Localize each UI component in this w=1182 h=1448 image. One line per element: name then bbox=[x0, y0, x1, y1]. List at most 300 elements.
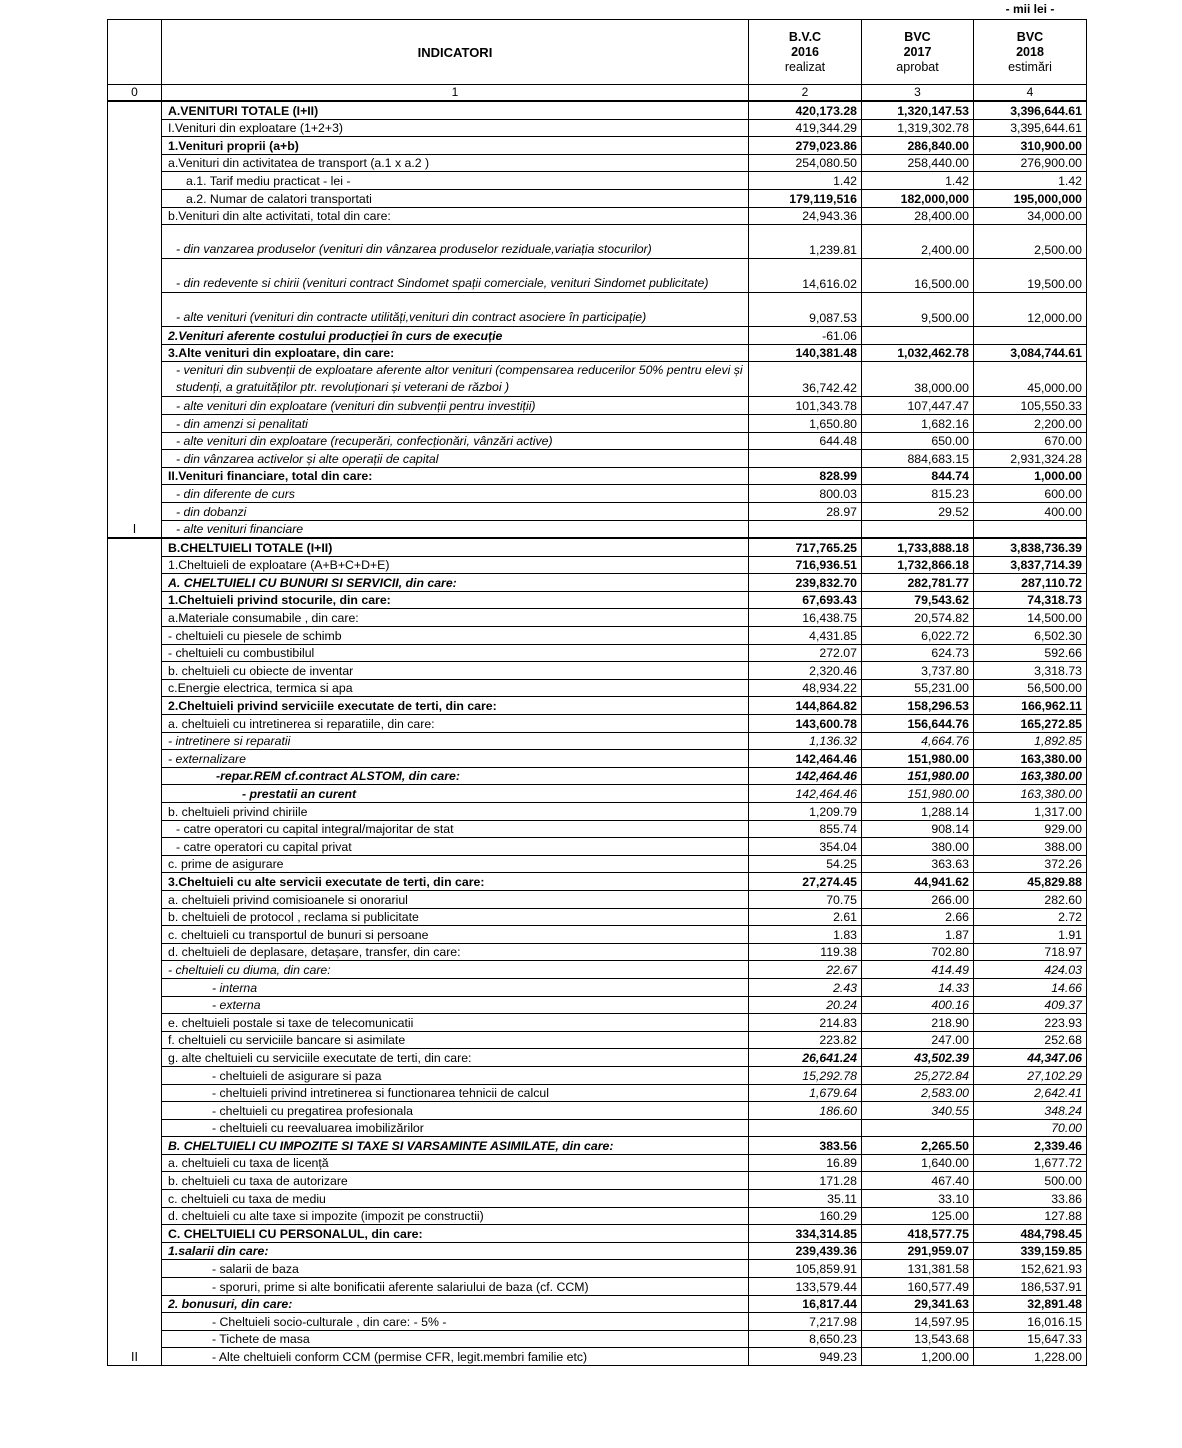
value-2018: 282.60 bbox=[974, 890, 1087, 908]
value-2017: 363.63 bbox=[862, 855, 974, 873]
table-row bbox=[108, 873, 1087, 891]
value-2018: 276,900.00 bbox=[974, 154, 1087, 172]
value-2018: 105,550.33 bbox=[974, 397, 1087, 415]
table-row bbox=[108, 803, 1087, 821]
indicator-label: - cheltuieli de asigurare si paza bbox=[162, 1066, 749, 1084]
header-row bbox=[108, 20, 1087, 85]
indicator-label: a. cheltuieli privind comisioanele si onorariul bbox=[162, 890, 749, 908]
value-2017: 55,231.00 bbox=[862, 679, 974, 697]
value-2016: 2.43 bbox=[749, 978, 862, 996]
indicator-label: 3.Cheltuieli cu alte servicii executate de terti, din care: bbox=[162, 873, 749, 891]
value-2017: 16,500.00 bbox=[862, 259, 974, 293]
value-2016: 279,023.86 bbox=[749, 137, 862, 155]
table-row bbox=[108, 485, 1087, 503]
value-2018: 56,500.00 bbox=[974, 679, 1087, 697]
value-2017: 125.00 bbox=[862, 1207, 974, 1225]
value-2016: 35.11 bbox=[749, 1190, 862, 1208]
table-row bbox=[108, 1031, 1087, 1049]
value-2017: 1.87 bbox=[862, 926, 974, 944]
value-2016: 186.60 bbox=[749, 1102, 862, 1120]
indicator-label: A.VENITURI TOTALE (I+II) bbox=[162, 101, 749, 119]
index-2: 2 bbox=[749, 85, 862, 102]
table-row bbox=[108, 225, 1087, 259]
value-2018: 6,502.30 bbox=[974, 627, 1087, 645]
value-2018: 14,500.00 bbox=[974, 609, 1087, 627]
indicator-label: - sporuri, prime si alte bonificatii aferente salariului de baza (cf. CCM) bbox=[162, 1278, 749, 1296]
indicator-label: - Cheltuieli socio-culturale , din care: - 5% - bbox=[162, 1313, 749, 1331]
value-2017: 151,980.00 bbox=[862, 785, 974, 803]
table-row bbox=[108, 1154, 1087, 1172]
table-row bbox=[108, 890, 1087, 908]
value-2018: 3,837,714.39 bbox=[974, 556, 1087, 574]
value-2017: 400.16 bbox=[862, 996, 974, 1014]
table-row bbox=[108, 838, 1087, 856]
header-2018: BVC 2018 estimări bbox=[974, 20, 1087, 85]
value-2017: 156,644.76 bbox=[862, 715, 974, 733]
value-2017: 107,447.47 bbox=[862, 397, 974, 415]
value-2018: 127.88 bbox=[974, 1207, 1087, 1225]
unit-label: - mii lei - bbox=[1005, 2, 1055, 16]
indicator-label: - Tichete de masa bbox=[162, 1330, 749, 1348]
index-4: 4 bbox=[974, 85, 1087, 102]
value-2016: 1.42 bbox=[749, 172, 862, 190]
value-2017: 131,381.58 bbox=[862, 1260, 974, 1278]
indicator-label: - catre operatori cu capital integral/majoritar de stat bbox=[162, 820, 749, 838]
header-2017: BVC 2017 aprobat bbox=[862, 20, 974, 85]
value-2018: 600.00 bbox=[974, 485, 1087, 503]
value-2016: 67,693.43 bbox=[749, 591, 862, 609]
indicator-label: b. cheltuieli cu taxa de autorizare bbox=[162, 1172, 749, 1190]
indicator-label: - din redevente si chirii (venituri contract Sindomet spații comerciale, venituri Sindomet publicitate) bbox=[162, 259, 749, 293]
value-2018 bbox=[974, 327, 1087, 345]
indicator-label: -repar.REM cf.contract ALSTOM, din care: bbox=[162, 767, 749, 785]
value-2016: 143,600.78 bbox=[749, 715, 862, 733]
value-2018: 165,272.85 bbox=[974, 715, 1087, 733]
indicator-label: - cheltuieli cu piesele de schimb bbox=[162, 627, 749, 645]
value-2018: 195,000,000 bbox=[974, 189, 1087, 207]
indicator-label: C. CHELTUIELI CU PERSONALUL, din care: bbox=[162, 1225, 749, 1243]
indicator-label: g. alte cheltuieli cu serviciile executate de terti, din care: bbox=[162, 1049, 749, 1067]
value-2018: 3,395,644.61 bbox=[974, 119, 1087, 137]
value-2016: 9,087.53 bbox=[749, 293, 862, 327]
value-2016: 16,817.44 bbox=[749, 1295, 862, 1313]
indicator-label: - alte venituri din exploatare (recuperări, confecționări, vânzări active) bbox=[162, 432, 749, 450]
value-2017: 29,341.63 bbox=[862, 1295, 974, 1313]
value-2018: 44,347.06 bbox=[974, 1049, 1087, 1067]
indicator-label: b. cheltuieli de protocol , reclama si publicitate bbox=[162, 908, 749, 926]
value-2016: 419,344.29 bbox=[749, 119, 862, 137]
indicator-label: - alte venituri financiare bbox=[162, 520, 749, 538]
value-2016 bbox=[749, 450, 862, 468]
indicator-label: - cheltuieli cu pregatirea profesionala bbox=[162, 1102, 749, 1120]
table-row bbox=[108, 538, 1087, 556]
value-2016: 272.07 bbox=[749, 644, 862, 662]
value-2017: 44,941.62 bbox=[862, 873, 974, 891]
value-2018: 70.00 bbox=[974, 1119, 1087, 1137]
value-2016: 119.38 bbox=[749, 943, 862, 961]
table-row bbox=[108, 591, 1087, 609]
value-2018: 592.66 bbox=[974, 644, 1087, 662]
value-2018: 163,380.00 bbox=[974, 785, 1087, 803]
value-2018: 409.37 bbox=[974, 996, 1087, 1014]
value-2017: 38,000.00 bbox=[862, 362, 974, 397]
value-2016: 142,464.46 bbox=[749, 785, 862, 803]
table-row bbox=[108, 119, 1087, 137]
value-2016: 644.48 bbox=[749, 432, 862, 450]
value-2018: 3,084,744.61 bbox=[974, 344, 1087, 362]
indicator-label: a.2. Numar de calatori transportati bbox=[162, 189, 749, 207]
value-2017: 79,543.62 bbox=[862, 591, 974, 609]
value-2018: 287,110.72 bbox=[974, 574, 1087, 592]
table-row bbox=[108, 293, 1087, 327]
value-2018: 12,000.00 bbox=[974, 293, 1087, 327]
value-2017: 1,032,462.78 bbox=[862, 344, 974, 362]
value-2018: 2.72 bbox=[974, 908, 1087, 926]
indicator-label: b. cheltuieli cu obiecte de inventar bbox=[162, 662, 749, 680]
value-2017: 1,288.14 bbox=[862, 803, 974, 821]
table-row bbox=[108, 344, 1087, 362]
value-2017: 467.40 bbox=[862, 1172, 974, 1190]
table-row bbox=[108, 943, 1087, 961]
section-label: I bbox=[108, 101, 162, 538]
value-2018: 718.97 bbox=[974, 943, 1087, 961]
value-2018: 2,642.41 bbox=[974, 1084, 1087, 1102]
value-2016: 26,641.24 bbox=[749, 1049, 862, 1067]
table-row bbox=[108, 1172, 1087, 1190]
table-row bbox=[108, 715, 1087, 733]
column-index-row bbox=[108, 85, 1087, 102]
value-2018: 1.91 bbox=[974, 926, 1087, 944]
table-row bbox=[108, 1014, 1087, 1032]
value-2017: 3,737.80 bbox=[862, 662, 974, 680]
table-row bbox=[108, 1225, 1087, 1243]
value-2018: 929.00 bbox=[974, 820, 1087, 838]
index-1: 1 bbox=[162, 85, 749, 102]
value-2018: 372.26 bbox=[974, 855, 1087, 873]
value-2018: 3,318.73 bbox=[974, 662, 1087, 680]
value-2017: 282,781.77 bbox=[862, 574, 974, 592]
value-2016: 1.83 bbox=[749, 926, 862, 944]
section-label: II bbox=[108, 538, 162, 1365]
table-row bbox=[108, 1348, 1087, 1366]
table-row bbox=[108, 908, 1087, 926]
value-2016: 855.74 bbox=[749, 820, 862, 838]
value-2017: 247.00 bbox=[862, 1031, 974, 1049]
value-2018: 3,396,644.61 bbox=[974, 101, 1087, 119]
table-row bbox=[108, 679, 1087, 697]
value-2018: 2,500.00 bbox=[974, 225, 1087, 259]
value-2017 bbox=[862, 1119, 974, 1137]
value-2017: 9,500.00 bbox=[862, 293, 974, 327]
value-2016: 140,381.48 bbox=[749, 344, 862, 362]
value-2017: 815.23 bbox=[862, 485, 974, 503]
table-row bbox=[108, 1313, 1087, 1331]
value-2017: 4,664.76 bbox=[862, 732, 974, 750]
value-2016: 828.99 bbox=[749, 467, 862, 485]
indicator-label: 2. bonusuri, din care: bbox=[162, 1295, 749, 1313]
value-2016: 1,679.64 bbox=[749, 1084, 862, 1102]
value-2016: 1,239.81 bbox=[749, 225, 862, 259]
value-2016: 36,742.42 bbox=[749, 362, 862, 397]
indicator-label: II.Venituri financiare, total din care: bbox=[162, 467, 749, 485]
value-2016: 105,859.91 bbox=[749, 1260, 862, 1278]
value-2016: 27,274.45 bbox=[749, 873, 862, 891]
value-2017: 908.14 bbox=[862, 820, 974, 838]
header-2016: B.V.C 2016 realizat bbox=[749, 20, 862, 85]
value-2018: 74,318.73 bbox=[974, 591, 1087, 609]
indicator-label: - externa bbox=[162, 996, 749, 1014]
table-row bbox=[108, 189, 1087, 207]
value-2017: 160,577.49 bbox=[862, 1278, 974, 1296]
value-2018: 27,102.29 bbox=[974, 1066, 1087, 1084]
value-2016: 14,616.02 bbox=[749, 259, 862, 293]
value-2017: 418,577.75 bbox=[862, 1225, 974, 1243]
value-2016: 2,320.46 bbox=[749, 662, 862, 680]
value-2017 bbox=[862, 327, 974, 345]
value-2016: 101,343.78 bbox=[749, 397, 862, 415]
value-2016 bbox=[749, 1119, 862, 1137]
value-2016: 420,173.28 bbox=[749, 101, 862, 119]
indicator-label: a. cheltuieli cu intretinerea si reparatiile, din care: bbox=[162, 715, 749, 733]
indicator-label: e. cheltuieli postale si taxe de telecomunicatii bbox=[162, 1014, 749, 1032]
indicator-label: 3.Alte venituri din exploatare, din care: bbox=[162, 344, 749, 362]
table-row bbox=[108, 732, 1087, 750]
value-2016: 334,314.85 bbox=[749, 1225, 862, 1243]
value-2017: 2,265.50 bbox=[862, 1137, 974, 1155]
value-2018: 1,892.85 bbox=[974, 732, 1087, 750]
table-row bbox=[108, 327, 1087, 345]
value-2018 bbox=[974, 520, 1087, 538]
value-2018: 45,829.88 bbox=[974, 873, 1087, 891]
value-2017: 158,296.53 bbox=[862, 697, 974, 715]
value-2018: 3,838,736.39 bbox=[974, 538, 1087, 556]
indicator-label: B. CHELTUIELI CU IMPOZITE SI TAXE SI VARSAMINTE ASIMILATE, din care: bbox=[162, 1137, 749, 1155]
value-2016: 4,431.85 bbox=[749, 627, 862, 645]
table-row bbox=[108, 627, 1087, 645]
value-2017: 884,683.15 bbox=[862, 450, 974, 468]
table-row bbox=[108, 1260, 1087, 1278]
indicator-label: f. cheltuieli cu serviciile bancare si asimilate bbox=[162, 1031, 749, 1049]
table-row bbox=[108, 1084, 1087, 1102]
value-2017: 258,440.00 bbox=[862, 154, 974, 172]
value-2018: 2,931,324.28 bbox=[974, 450, 1087, 468]
indicator-label: - externalizare bbox=[162, 750, 749, 768]
indicator-label: - salarii de baza bbox=[162, 1260, 749, 1278]
header-col0 bbox=[108, 20, 162, 85]
value-2017: 702.80 bbox=[862, 943, 974, 961]
value-2016: 354.04 bbox=[749, 838, 862, 856]
indicator-label: a.Materiale consumabile , din care: bbox=[162, 609, 749, 627]
indicator-label: - intretinere si reparatii bbox=[162, 732, 749, 750]
value-2018: 670.00 bbox=[974, 432, 1087, 450]
table-row bbox=[108, 820, 1087, 838]
indicator-label: - catre operatori cu capital privat bbox=[162, 838, 749, 856]
value-2018: 500.00 bbox=[974, 1172, 1087, 1190]
value-2018: 2,200.00 bbox=[974, 414, 1087, 432]
value-2016: 1,650.80 bbox=[749, 414, 862, 432]
value-2016: 239,832.70 bbox=[749, 574, 862, 592]
value-2018: 1,000.00 bbox=[974, 467, 1087, 485]
indicator-label: 1.Cheltuieli de exploatare (A+B+C+D+E) bbox=[162, 556, 749, 574]
value-2018: 186,537.91 bbox=[974, 1278, 1087, 1296]
table-row bbox=[108, 362, 1087, 397]
value-2018: 33.86 bbox=[974, 1190, 1087, 1208]
indicator-label: I.Venituri din exploatare (1+2+3) bbox=[162, 119, 749, 137]
value-2017: 1,320,147.53 bbox=[862, 101, 974, 119]
table-row bbox=[108, 207, 1087, 225]
value-2016: 1,136.32 bbox=[749, 732, 862, 750]
indicator-label: 1.Venituri proprii (a+b) bbox=[162, 137, 749, 155]
value-2016: 142,464.46 bbox=[749, 750, 862, 768]
table-row bbox=[108, 609, 1087, 627]
value-2016: 16,438.75 bbox=[749, 609, 862, 627]
indicator-label: - alte venituri (venituri din contracte utilități,venituri din contract asociere în participație) bbox=[162, 293, 749, 327]
value-2017: 2,400.00 bbox=[862, 225, 974, 259]
table-row bbox=[108, 961, 1087, 979]
value-2017: 291,959.07 bbox=[862, 1242, 974, 1260]
table-row bbox=[108, 450, 1087, 468]
indicator-label: c.Energie electrica, termica si apa bbox=[162, 679, 749, 697]
value-2018: 34,000.00 bbox=[974, 207, 1087, 225]
table-row bbox=[108, 1190, 1087, 1208]
value-2017: 13,543.68 bbox=[862, 1330, 974, 1348]
indicator-label: a. cheltuieli cu taxa de licență bbox=[162, 1154, 749, 1172]
table-row bbox=[108, 996, 1087, 1014]
value-2016: 54.25 bbox=[749, 855, 862, 873]
value-2018: 339,159.85 bbox=[974, 1242, 1087, 1260]
value-2017: 414.49 bbox=[862, 961, 974, 979]
table-row bbox=[108, 767, 1087, 785]
value-2017: 33.10 bbox=[862, 1190, 974, 1208]
value-2016: 383.56 bbox=[749, 1137, 862, 1155]
value-2017 bbox=[862, 520, 974, 538]
value-2016: 24,943.36 bbox=[749, 207, 862, 225]
value-2017: 1,732,866.18 bbox=[862, 556, 974, 574]
index-3: 3 bbox=[862, 85, 974, 102]
indicator-label: - din diferente de curs bbox=[162, 485, 749, 503]
value-2018: 1,677.72 bbox=[974, 1154, 1087, 1172]
table-row bbox=[108, 697, 1087, 715]
value-2018: 152,621.93 bbox=[974, 1260, 1087, 1278]
indicator-label: - venituri din subvenții de exploatare aferente altor venituri (compensarea reducerilor 50% pentru elevi și studenți, a gratuităților ptr. revoluționari și veterani de război ) bbox=[162, 362, 749, 397]
table-row bbox=[108, 1295, 1087, 1313]
indicator-label: - din vânzarea activelor și alte operații de capital bbox=[162, 450, 749, 468]
value-2016: 7,217.98 bbox=[749, 1313, 862, 1331]
value-2018: 310,900.00 bbox=[974, 137, 1087, 155]
indicator-label: - cheltuieli cu reevaluarea imobilizărilor bbox=[162, 1119, 749, 1137]
value-2017: 20,574.82 bbox=[862, 609, 974, 627]
indicator-label: 1.salarii din care: bbox=[162, 1242, 749, 1260]
value-2016: 22.67 bbox=[749, 961, 862, 979]
value-2017: 2.66 bbox=[862, 908, 974, 926]
value-2016: 8,650.23 bbox=[749, 1330, 862, 1348]
value-2017: 624.73 bbox=[862, 644, 974, 662]
value-2016: 28.97 bbox=[749, 502, 862, 520]
table-row bbox=[108, 1049, 1087, 1067]
table-row bbox=[108, 1066, 1087, 1084]
table-row bbox=[108, 520, 1087, 538]
value-2018: 400.00 bbox=[974, 502, 1087, 520]
value-2017: 43,502.39 bbox=[862, 1049, 974, 1067]
indicator-label: 2.Cheltuieli privind serviciile executate de terti, din care: bbox=[162, 697, 749, 715]
value-2017: 6,022.72 bbox=[862, 627, 974, 645]
value-2016: 144,864.82 bbox=[749, 697, 862, 715]
value-2016: 214.83 bbox=[749, 1014, 862, 1032]
value-2017: 14.33 bbox=[862, 978, 974, 996]
value-2017: 650.00 bbox=[862, 432, 974, 450]
table-row bbox=[108, 467, 1087, 485]
value-2018: 14.66 bbox=[974, 978, 1087, 996]
indicator-label: - prestatii an curent bbox=[162, 785, 749, 803]
indicator-label: c. prime de asigurare bbox=[162, 855, 749, 873]
value-2017: 286,840.00 bbox=[862, 137, 974, 155]
value-2018: 166,962.11 bbox=[974, 697, 1087, 715]
value-2018: 19,500.00 bbox=[974, 259, 1087, 293]
indicator-label: b.Venituri din alte activitati, total din care: bbox=[162, 207, 749, 225]
value-2017: 380.00 bbox=[862, 838, 974, 856]
indicator-label: d. cheltuieli cu alte taxe si impozite (impozit pe constructii) bbox=[162, 1207, 749, 1225]
budget-table bbox=[107, 19, 1087, 1366]
value-2016: 171.28 bbox=[749, 1172, 862, 1190]
table-row bbox=[108, 855, 1087, 873]
indicator-label: - Alte cheltuieli conform CCM (permise CFR, legit.membri familie etc) bbox=[162, 1348, 749, 1366]
value-2018: 424.03 bbox=[974, 961, 1087, 979]
value-2017: 28,400.00 bbox=[862, 207, 974, 225]
value-2018: 223.93 bbox=[974, 1014, 1087, 1032]
value-2018: 16,016.15 bbox=[974, 1313, 1087, 1331]
table-row bbox=[108, 574, 1087, 592]
table-row bbox=[108, 926, 1087, 944]
value-2018: 388.00 bbox=[974, 838, 1087, 856]
indicator-label: A. CHELTUIELI CU BUNURI SI SERVICII, din care: bbox=[162, 574, 749, 592]
table-row bbox=[108, 556, 1087, 574]
table-row bbox=[108, 750, 1087, 768]
table-row bbox=[108, 502, 1087, 520]
value-2017: 151,980.00 bbox=[862, 750, 974, 768]
table-row bbox=[108, 397, 1087, 415]
value-2016: 223.82 bbox=[749, 1031, 862, 1049]
value-2018: 45,000.00 bbox=[974, 362, 1087, 397]
table-row bbox=[108, 1242, 1087, 1260]
table-row bbox=[108, 259, 1087, 293]
indicator-label: a.Venituri din activitatea de transport (a.1 x a.2 ) bbox=[162, 154, 749, 172]
value-2016: 142,464.46 bbox=[749, 767, 862, 785]
table-row bbox=[108, 1119, 1087, 1137]
indicator-label: - din amenzi si penalitati bbox=[162, 414, 749, 432]
value-2018: 1,228.00 bbox=[974, 1348, 1087, 1366]
table-row bbox=[108, 662, 1087, 680]
value-2017: 1,640.00 bbox=[862, 1154, 974, 1172]
value-2018: 163,380.00 bbox=[974, 750, 1087, 768]
value-2017: 1,733,888.18 bbox=[862, 538, 974, 556]
value-2016: 70.75 bbox=[749, 890, 862, 908]
indicator-label: - alte venituri din exploatare (venituri din subvenții pentru investiții) bbox=[162, 397, 749, 415]
value-2016: 800.03 bbox=[749, 485, 862, 503]
value-2016: 2.61 bbox=[749, 908, 862, 926]
value-2016: 160.29 bbox=[749, 1207, 862, 1225]
value-2017: 182,000,000 bbox=[862, 189, 974, 207]
table-row bbox=[108, 154, 1087, 172]
header-indicatori: INDICATORI bbox=[162, 20, 749, 85]
table-row bbox=[108, 1137, 1087, 1155]
table-row bbox=[108, 1207, 1087, 1225]
value-2017: 25,272.84 bbox=[862, 1066, 974, 1084]
value-2018: 484,798.45 bbox=[974, 1225, 1087, 1243]
value-2016: 20.24 bbox=[749, 996, 862, 1014]
indicator-label: b. cheltuieli privind chiriile bbox=[162, 803, 749, 821]
value-2017: 1,319,302.78 bbox=[862, 119, 974, 137]
value-2016: 239,439.36 bbox=[749, 1242, 862, 1260]
